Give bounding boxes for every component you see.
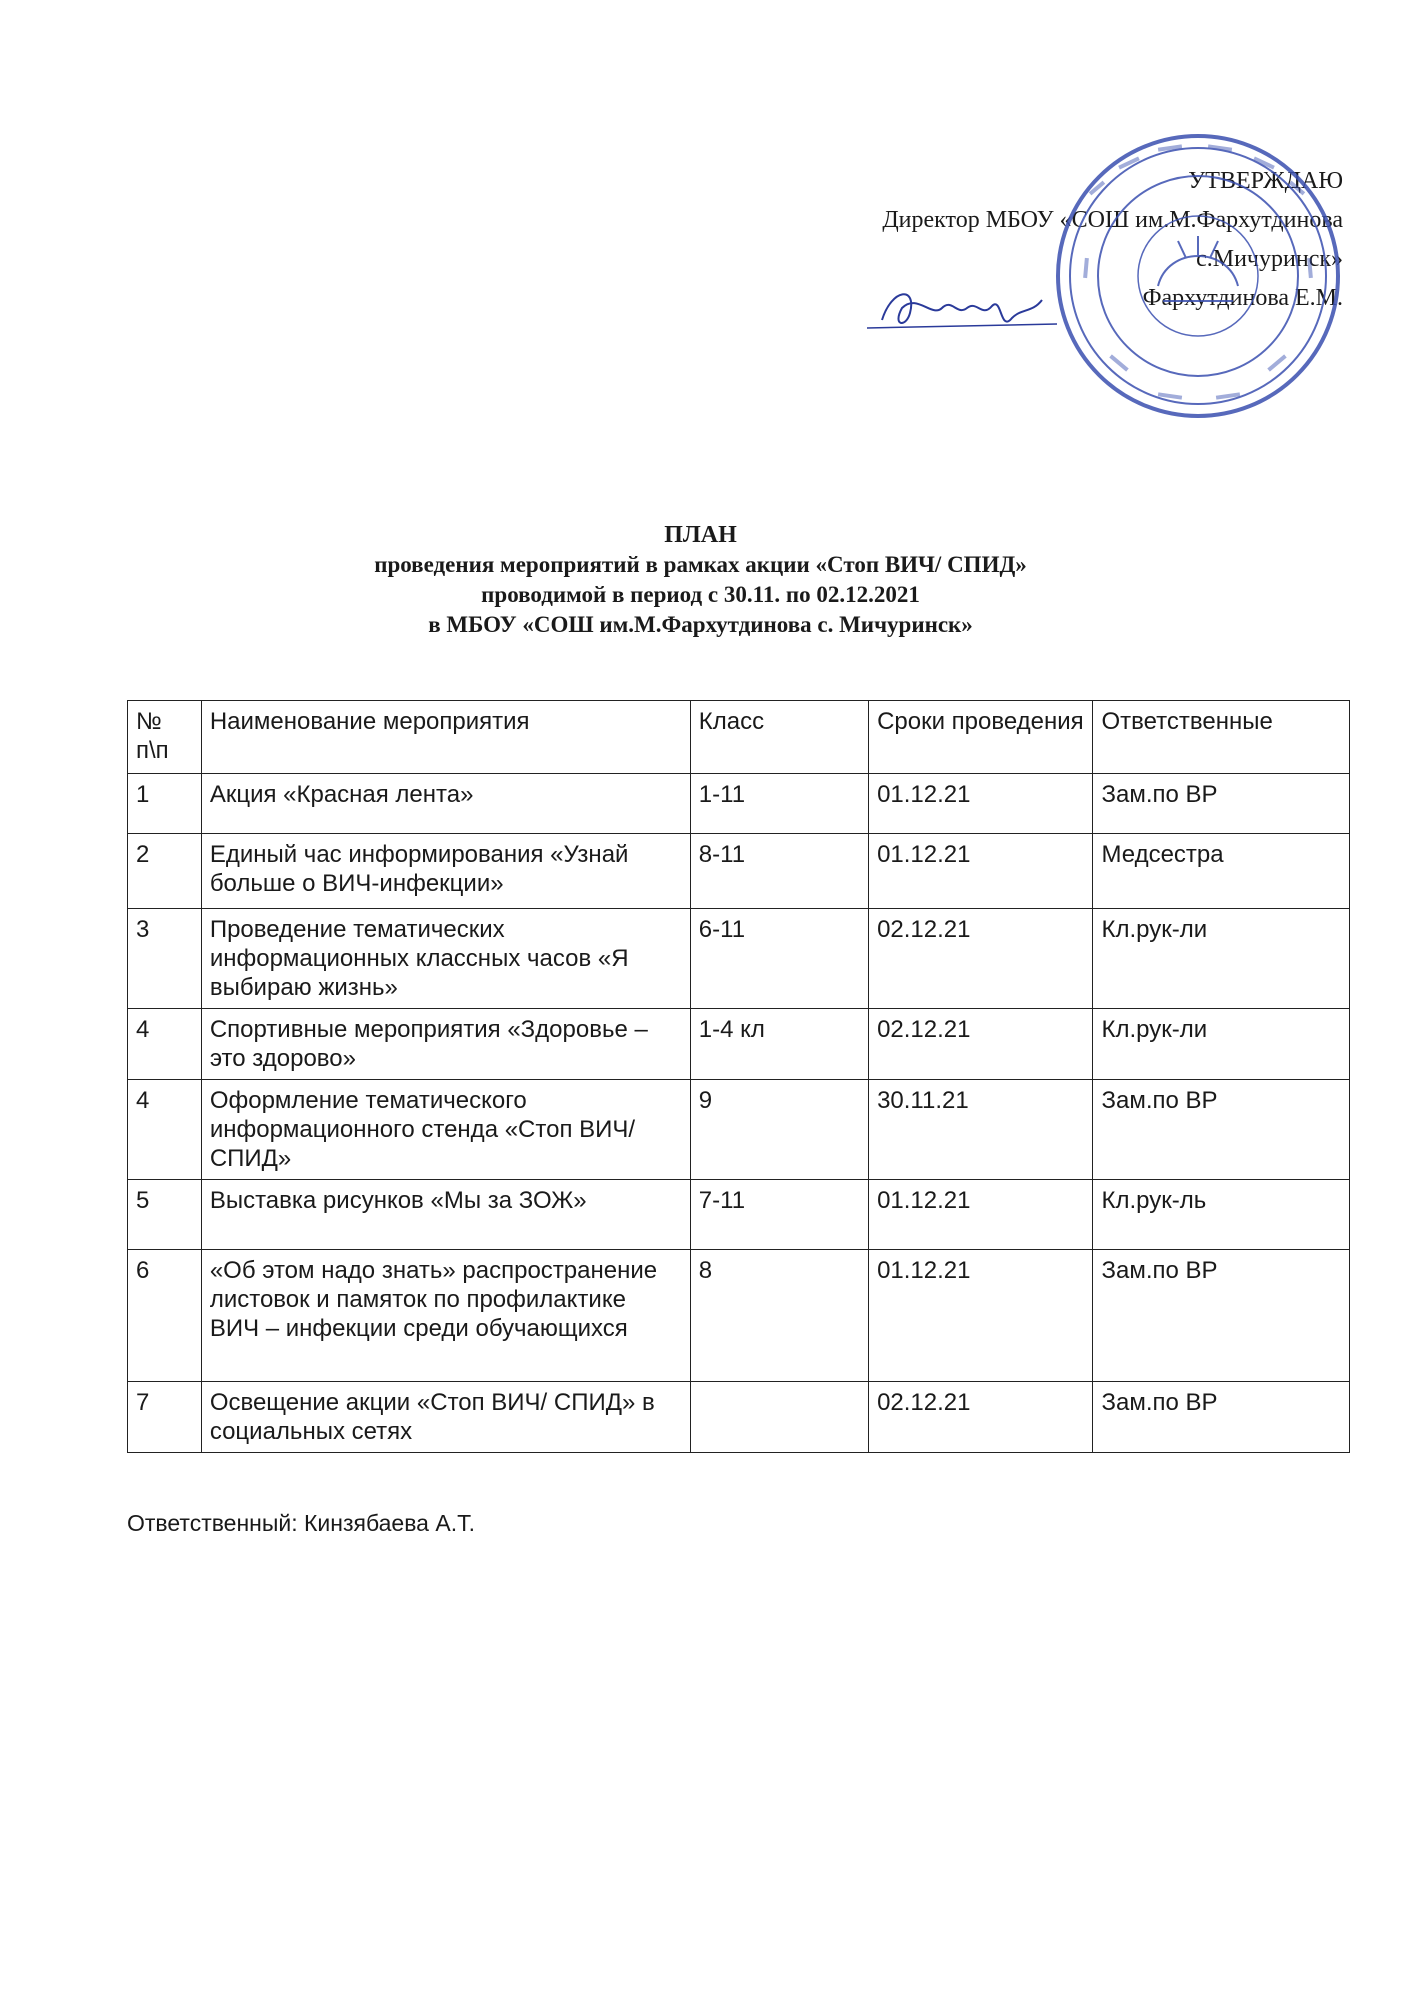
title-line-2: проводимой в период с 30.11. по 02.12.2021 <box>481 582 920 607</box>
approval-heading: УТВЕРЖДАЮ <box>1188 168 1343 194</box>
plan-table <box>127 700 1350 1453</box>
row-event-name: Освещение акции «Стоп ВИЧ/ СПИД» в социальных сетях <box>201 1382 690 1453</box>
table-row <box>128 1080 1350 1180</box>
title-main: ПЛАН <box>664 522 737 548</box>
row-responsible: Кл.рук-ли <box>1093 909 1350 1009</box>
row-responsible: Медсестра <box>1093 834 1350 909</box>
row-date: 01.12.21 <box>869 1250 1093 1382</box>
title-line-1: проведения мероприятий в рамках акции «Стоп ВИЧ/ СПИД» <box>374 552 1027 577</box>
row-class <box>690 1382 868 1453</box>
row-number: 4 <box>128 1009 202 1080</box>
row-date: 01.12.21 <box>869 834 1093 909</box>
row-event-name: «Об этом надо знать» распространение листовок и памяток по профилактике ВИЧ – инфекции среди обучающихся <box>201 1250 690 1382</box>
row-date: 01.12.21 <box>869 1180 1093 1250</box>
row-event-name: Единый час информирования «Узнай больше о ВИЧ-инфекции» <box>201 834 690 909</box>
row-event-name: Выставка рисунков «Мы за ЗОЖ» <box>201 1180 690 1250</box>
row-number: 4 <box>128 1080 202 1180</box>
row-event-name: Акция «Красная лента» <box>201 774 690 834</box>
row-responsible: Кл.рук-ли <box>1093 1009 1350 1080</box>
row-date: 30.11.21 <box>869 1080 1093 1180</box>
row-responsible: Зам.по ВР <box>1093 1080 1350 1180</box>
table-row <box>128 909 1350 1009</box>
table-header-row <box>128 701 1350 774</box>
table-row <box>128 1250 1350 1382</box>
table-row <box>128 774 1350 834</box>
title-line-3: в МБОУ «СОШ им.М.Фархутдинова с. Мичуринск» <box>428 612 973 637</box>
row-class: 1-4 кл <box>690 1009 868 1080</box>
stamp-seal-icon <box>1048 126 1348 426</box>
header-dates: Сроки проведения <box>869 701 1093 774</box>
table-row <box>128 1180 1350 1250</box>
row-number: 2 <box>128 834 202 909</box>
row-date: 02.12.21 <box>869 1382 1093 1453</box>
row-date: 02.12.21 <box>869 1009 1093 1080</box>
footer-responsible: Ответственный: Кинзябаева А.Т. <box>127 1510 475 1536</box>
row-class: 1-11 <box>690 774 868 834</box>
header-event-name: Наименование мероприятия <box>201 701 690 774</box>
row-class: 8-11 <box>690 834 868 909</box>
row-number: 6 <box>128 1250 202 1382</box>
approval-position: Директор МБОУ «СОШ им.М.Фархутдинова <box>882 207 1343 233</box>
row-class: 8 <box>690 1250 868 1382</box>
header-class: Класс <box>690 701 868 774</box>
row-class: 9 <box>690 1080 868 1180</box>
header-number: № п\п <box>128 701 202 774</box>
row-class: 6-11 <box>690 909 868 1009</box>
row-responsible: Кл.рук-ль <box>1093 1180 1350 1250</box>
approval-location: с.Мичуринск» <box>1196 246 1343 272</box>
row-responsible: Зам.по ВР <box>1093 774 1350 834</box>
row-number: 5 <box>128 1180 202 1250</box>
signature-icon <box>862 278 1062 348</box>
header-responsible: Ответственные <box>1093 701 1350 774</box>
row-responsible: Зам.по ВР <box>1093 1382 1350 1453</box>
row-event-name: Спортивные мероприятия «Здоровье – это здорово» <box>201 1009 690 1080</box>
table-row <box>128 1009 1350 1080</box>
row-date: 02.12.21 <box>869 909 1093 1009</box>
row-number: 3 <box>128 909 202 1009</box>
table-row <box>128 1382 1350 1453</box>
row-date: 01.12.21 <box>869 774 1093 834</box>
row-class: 7-11 <box>690 1180 868 1250</box>
table-row <box>128 834 1350 909</box>
row-event-name: Проведение тематических информационных классных часов «Я выбираю жизнь» <box>201 909 690 1009</box>
row-number: 7 <box>128 1382 202 1453</box>
row-responsible: Зам.по ВР <box>1093 1250 1350 1382</box>
row-number: 1 <box>128 774 202 834</box>
row-event-name: Оформление тематического информационного стенда «Стоп ВИЧ/СПИД» <box>201 1080 690 1180</box>
document-title <box>0 520 1401 640</box>
approval-signature-name: Фархутдинова Е.М. <box>1142 285 1343 311</box>
